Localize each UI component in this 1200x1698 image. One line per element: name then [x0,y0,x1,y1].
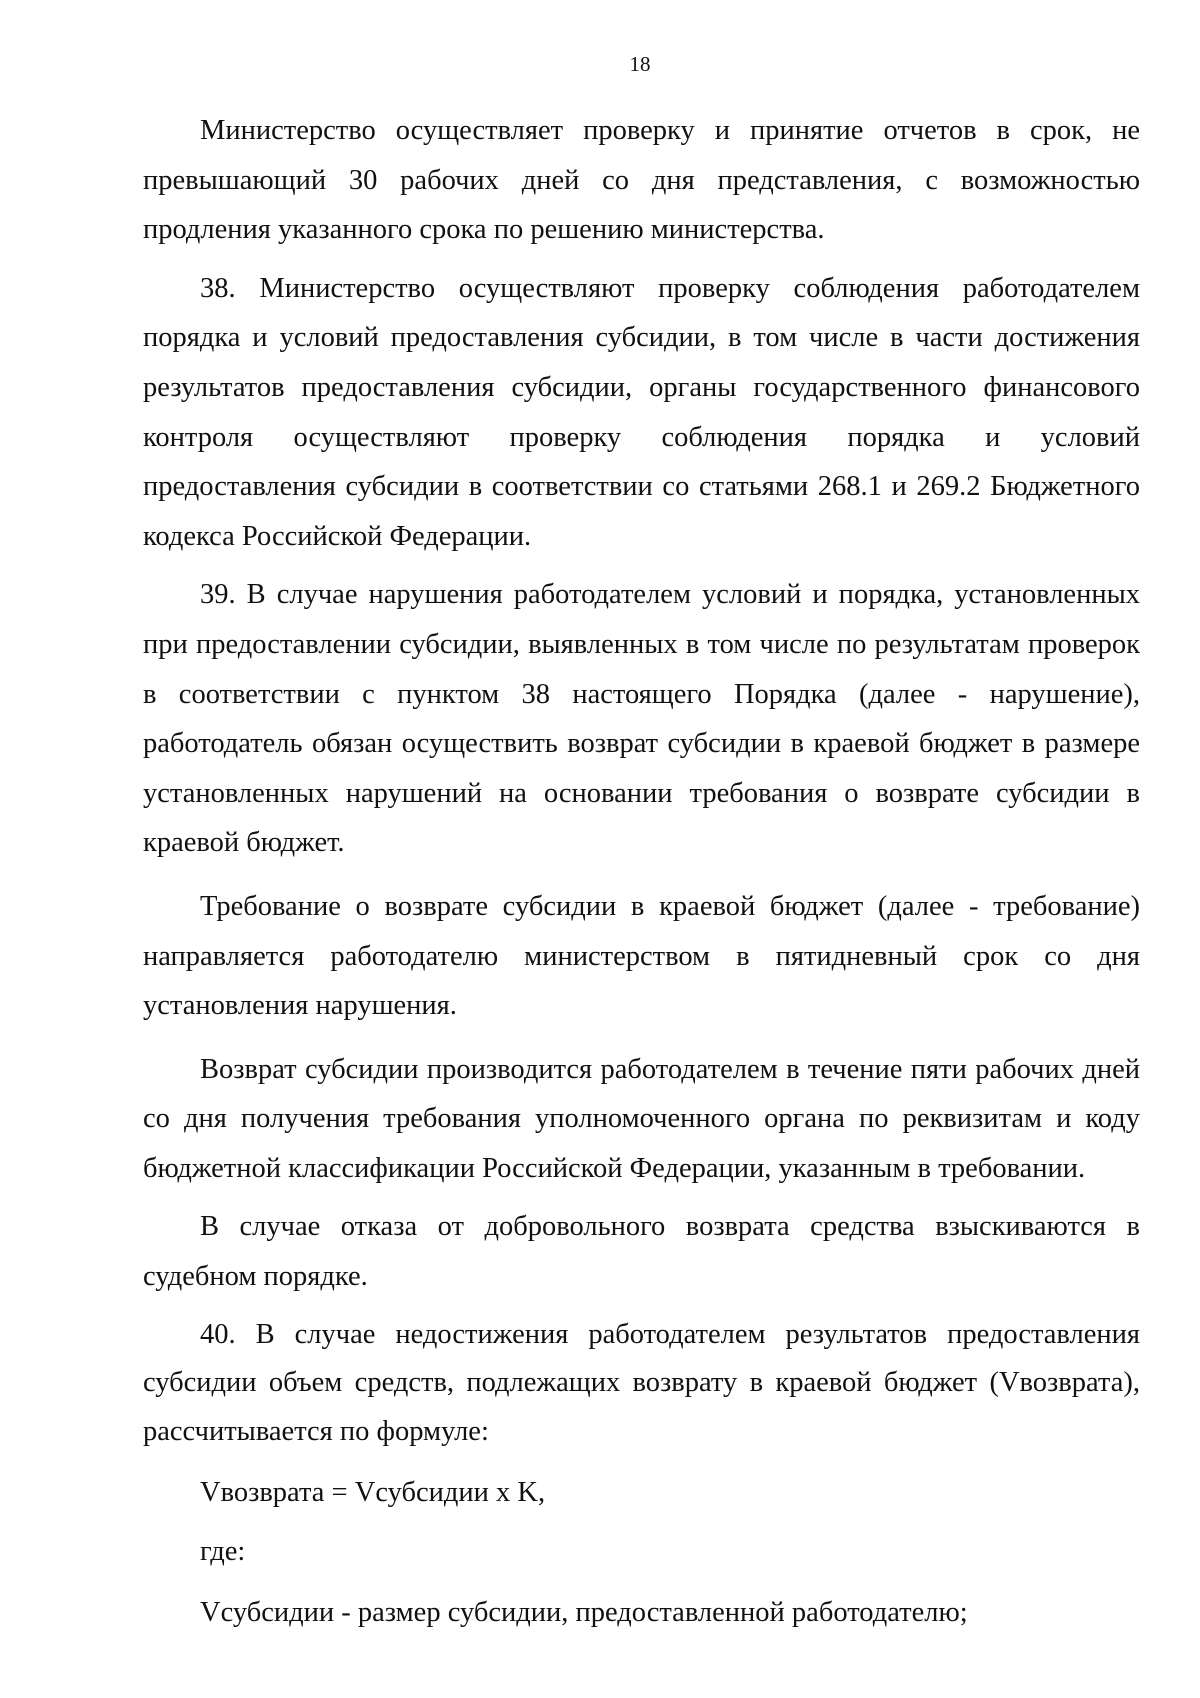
where-label: где: [200,1536,246,1568]
definition-line: Vсубсидии - размер субсидии, предоставленной работодателю; [200,1597,968,1629]
page-number: 18 [629,52,651,76]
document-body [143,106,1140,1637]
paragraph-40-formula-intro: 40. В случае недостижения работодателем результатов предоставления субсидии объем средств, подлежащих возврату в краевой бюджет (Vвозврата), рассчитывается по формуле: [143,1318,1140,1447]
paragraph-report-review: Министерство осуществляет проверку и принятие отчетов в срок, не превышающий 30 рабочих дней со дня представления, с возможностью продления указанного срока по решению министерства. [143,115,1140,246]
formula-line: Vвозврата = Vсубсидии x K, [200,1477,546,1509]
paragraph-return-deadline: Возврат субсидии производится работодателем в течение пяти рабочих дней со дня получения требования уполномоченного органа по реквизитам и коду бюджетной классификации Российской Федерации, указанным в требовании. [143,1053,1140,1184]
paragraph-39-violation-return: 39. В случае нарушения работодателем условий и порядка, установленных при предоставлении субсидии, выявленных в том числе по результатам проверок в соответствии с пунктом 38 настоящего Порядка (далее - нарушение), работодатель обязан осуществить возврат субсидии в краевой бюджет в размере установленных нарушений на основании требования о возврате субсидии в краевой бюджет. [143,579,1140,859]
paragraph-court-recovery: В случае отказа от добровольного возврата средства взыскиваются в судебном порядке. [143,1211,1140,1293]
paragraph-38-compliance-check: 38. Министерство осуществляют проверку соблюдения работодателем порядка и условий предоставления субсидии, в том числе в части достижения результатов предоставления субсидии, органы государственного финансового контроля осуществляют проверку соблюдения порядка и условий предоставления субсидии в соответствии со статьями 268.1 и 269.2 Бюджетного кодекса Российской Федерации. [143,272,1140,552]
paragraph-return-requirement: Требование о возврате субсидии в краевой бюджет (далее - требование) направляется работодателю министерством в пятидневный срок со дня установления нарушения. [143,890,1140,1022]
